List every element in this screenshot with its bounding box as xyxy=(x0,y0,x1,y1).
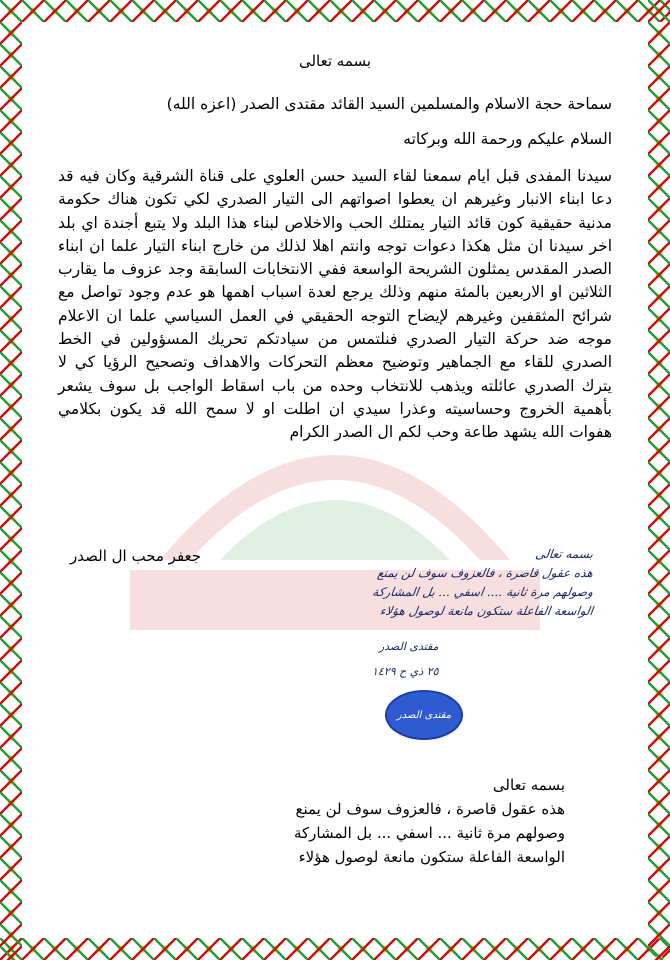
typed-transcript xyxy=(294,773,565,869)
decorative-border-right xyxy=(648,0,670,960)
handwritten-signature-block xyxy=(372,640,439,678)
handwritten-signature: مقتدى الصدر xyxy=(378,640,439,653)
transcript-line: بسمه تعالى xyxy=(492,776,565,794)
handwritten-reply xyxy=(248,545,593,621)
letter-body: سيدنا المفدى قبل ايام سمعنا لقاء السيد حسن العلوي على قناة الشرقية وكان فيه قد دعا ابناء الانبار وغيرهم ان يعطوا اصواتهم الى التيار الصدري لكي تكون هناك حكومة مدنية حقيقية كون قائد التيار يمتلك الحب والاخلاص لبناء هذا البلد ولا يتبع أجندة اي بلد اخر سيدنا ان مثل هكذا دعوات توجه وانتم اهلا لذلك من خارج ابناء التيار علما ان ابناء الصدر المقدس يمثلون الشريحة الواسعة ففي الانتخابات السابقة وجد عزوف ما يقارب الثلاثين او الاربعين بالمئة منهم وذلك يرجع لعدة اسباب اهمها هو عدم وجود تواصل مع شرائح المثقفين وغيرهم لإيضاح التوجه الحقيقي في العمل السياسي علما ان الاعلام موجه ضد حركة التيار الصدري فنلتمس من سيادتكم تحريك المسؤولين في الخط الصدري للقاء مع الجماهير وتوضيح معظم التحركات والاهداف وتصحيح الرؤيا كي لا يترك الصدري عائلته ويذهب للانتخاب وحده من باب اسقاط الواجب بل سوف يشعر بأهمية الخروج وحساسيته وعذرا سيدي ان اطلت او لا سمح الله قد يكون بكلامي هفوات الله يشهد طاعة وحب لكم ال الصدر الكرام xyxy=(58,167,612,442)
transcript-line: الواسعة الفاعلة ستكون مانعة لوصول هؤلاء xyxy=(298,848,565,866)
letter-greeting: السلام عليكم ورحمة الله وبركاته xyxy=(403,130,612,148)
letter-address: سماحة حجة الاسلام والمسلمين السيد القائد مقتدى الصدر (اعزه الله) xyxy=(166,95,612,113)
letter-signature: جعفر محب ال الصدر xyxy=(70,547,202,565)
transcript-line: هذه عقول قاصرة ، فالعزوف سوف لن يمنع xyxy=(295,800,565,818)
decorative-border-bottom xyxy=(0,938,670,960)
handwritten-line: وصولهم مرة ثانية .... اسفي ... بل المشاركة xyxy=(371,585,595,599)
seal-text: مقتدى الصدر xyxy=(396,709,452,721)
official-seal-stamp xyxy=(385,690,463,740)
transcript-line: وصولهم مرة ثانية ... اسفي ... بل المشاركة xyxy=(294,824,565,842)
handwritten-date: ٢٥ ذي ح ١٤٢٩ xyxy=(372,665,439,678)
decorative-border-left xyxy=(0,0,22,960)
handwritten-line: بسمه تعالى xyxy=(534,547,595,561)
handwritten-line: هذه عقول قاصرة ، فالعزوف سوف لن يمنع xyxy=(376,566,595,580)
handwritten-line: الواسعة الفاعلة ستكون مانعة لوصول هؤلاء xyxy=(378,604,595,618)
decorative-border-top xyxy=(0,0,670,22)
letter-bismillah: بسمه تعالى xyxy=(298,52,372,70)
